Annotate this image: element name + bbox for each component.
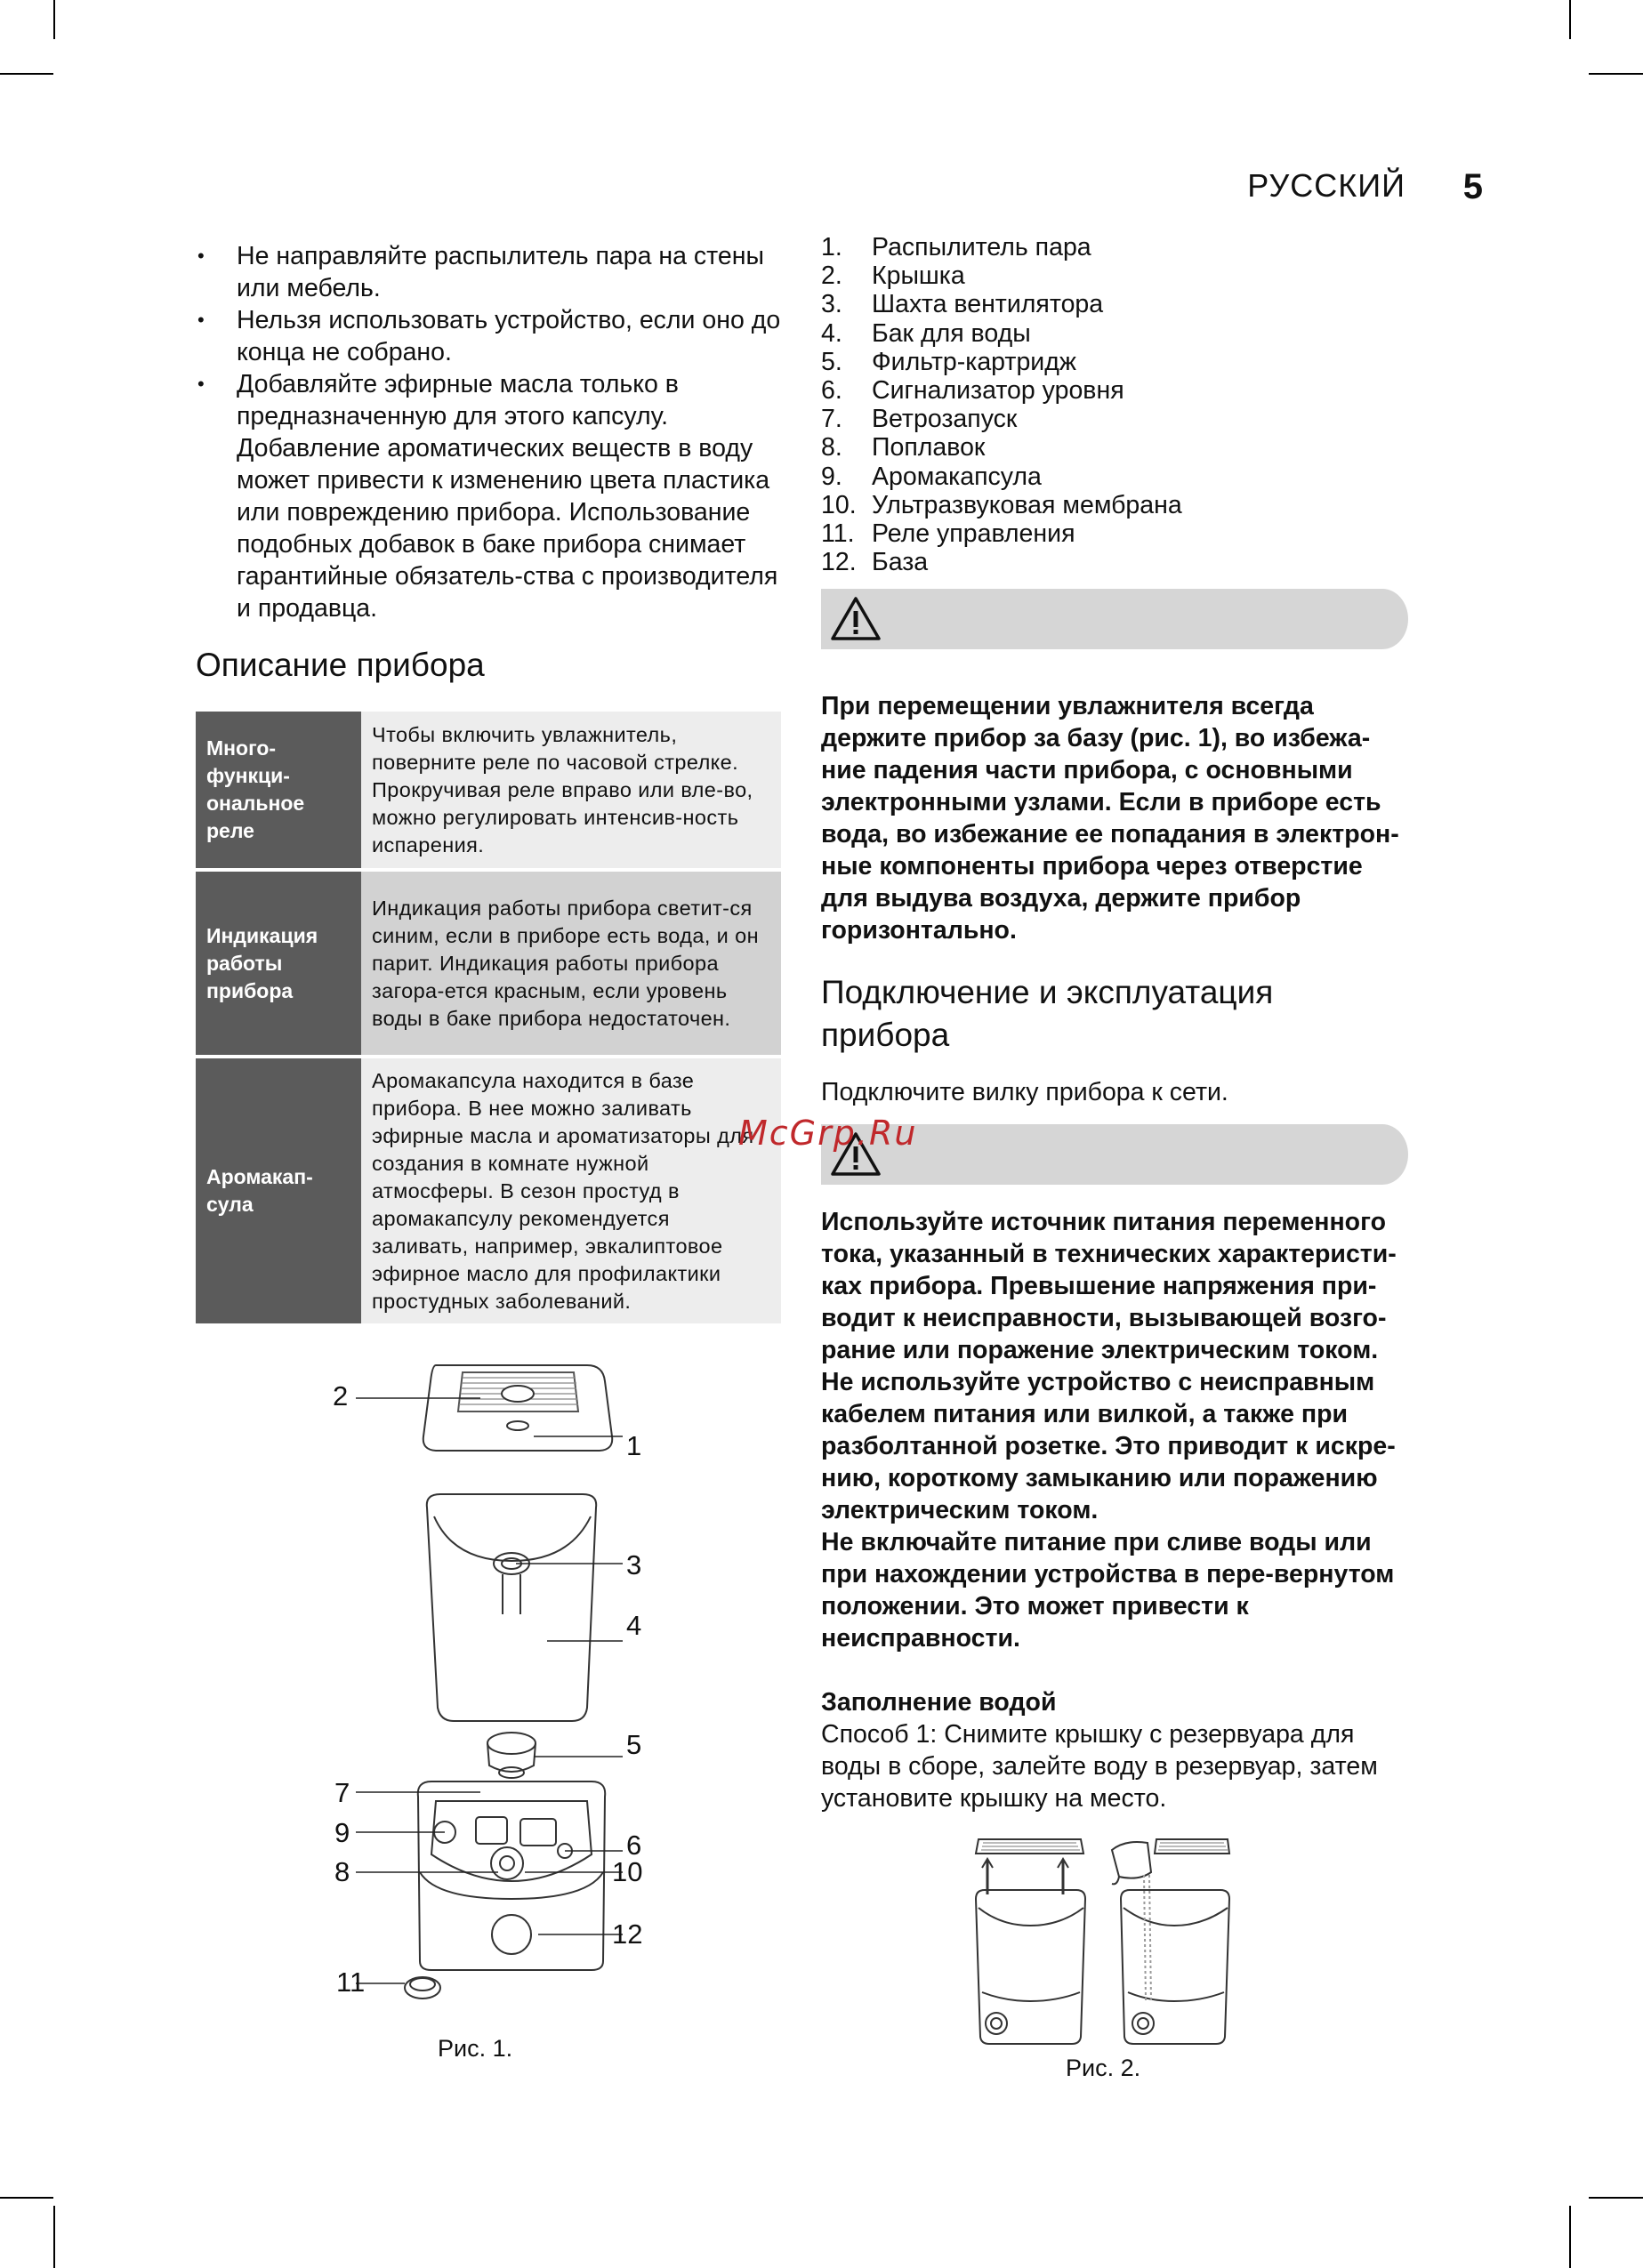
list-item: 11. Реле управления	[821, 519, 1075, 549]
warning-icon	[830, 596, 882, 642]
right-column	[821, 233, 1408, 1814]
warning-text: Используйте источник питания переменного тока, указанный в технических характеристи-ках прибора. Превышение напряжения при-водит к неисправности, вызывающей возго-рание или поражение электрическим током.	[821, 1208, 1397, 1365]
page-number: 5	[1462, 167, 1483, 206]
list-item: 3. Шахта вентилятора	[821, 290, 1104, 319]
watermark: McGrp.Ru	[738, 1114, 918, 1153]
list-item: 10. Ультразвуковая мембрана	[821, 490, 1182, 519]
warning-text-moving: При перемещении увлажнителя всегда держите прибор за базу (рис. 1), во избежа-ние падения части прибора, с основными электронными узлами. Если в приборе есть вода, во избежание ее попадания в электрон-ные компоненты прибора через отверстие для выдува воздуха, держите прибор горизонтально.	[821, 692, 1399, 945]
safety-bullets	[196, 240, 783, 624]
table-row	[196, 712, 781, 872]
table-value: Чтобы включить увлажнитель, поверните реле по часовой стрелке. Прокручивая реле вправо или вле-во, можно регулировать интенсив-ность испарения.	[361, 712, 781, 872]
figure-label: 9	[334, 1817, 350, 1848]
left-column	[196, 240, 783, 1327]
figure-2-caption: Рис. 2.	[1066, 2055, 1141, 2081]
bullet-item: • Нельзя использовать устройство, если оно до конца не собрано.	[196, 304, 783, 368]
table-value: Индикация работы прибора светит-ся синим, если в приборе есть вода, и он парит. Индикация работы прибора загора-ется красным, если уровень воды в баке прибора недостаточен.	[361, 872, 781, 1058]
figure-label: 12	[612, 1918, 643, 1950]
figure-1-exploded-view	[320, 1347, 703, 2006]
figure-label: 2	[333, 1380, 349, 1411]
table-key: Много-функци-ональное реле	[196, 712, 361, 872]
crop-mark	[1589, 73, 1643, 75]
figure-1-caption: Рис. 1.	[438, 2035, 513, 2062]
parts-list	[821, 233, 1408, 576]
table-value: Аромакапсула находится в базе прибора. В нее можно заливать эфирные масла и ароматизаторы для создания в комнате нужной атмосферы. В сезон простуд в аромакапсулу рекомендуется заливать, например, эвкалиптовое эфирное масло для профилактики простудных заболеваний.	[361, 1058, 781, 1327]
list-item: 4. Бак для воды	[821, 318, 1031, 348]
crop-mark	[1589, 2197, 1643, 2199]
table-row	[196, 1058, 781, 1327]
bullet-item: • Добавляйте эфирные масла только в предназначенную для этого капсулу. Добавление ароматических веществ в воду может привести к изменению цвета пластика или повреждению прибора. Использование подобных добавок в баке прибора снимает гарантийные обязатель-ства с производителя и продавца.	[196, 368, 783, 624]
list-item: 1. Распылитель пара	[821, 233, 1091, 261]
warning-block-power	[821, 1206, 1408, 1654]
list-item: 12. База	[821, 548, 929, 577]
crop-mark	[1569, 0, 1571, 39]
tank-drawing	[427, 1494, 596, 1721]
base-drawing	[418, 1781, 605, 1970]
warning-banner	[821, 589, 1408, 649]
connection-text: Подключите вилку прибора к сети.	[821, 1078, 1228, 1107]
table-key: Аромакап-сула	[196, 1058, 361, 1327]
crop-mark	[0, 2197, 53, 2199]
figure-label: 1	[626, 1430, 642, 1461]
crop-mark	[0, 73, 53, 75]
list-item: 2. Крышка	[821, 261, 965, 291]
crop-mark	[1569, 2206, 1571, 2268]
page-header	[1228, 167, 1486, 212]
figure-label: 4	[626, 1610, 642, 1641]
list-item: 7. Ветрозапуск	[821, 405, 1018, 434]
list-item: 8. Поплавок	[821, 433, 986, 462]
figure-label: 5	[626, 1729, 642, 1760]
figure-2-filling-illustration	[961, 1823, 1245, 2055]
description-table	[196, 712, 781, 1327]
filling-title: Заполнение водой	[821, 1688, 1057, 1717]
table-key: Индикация работы прибора	[196, 872, 361, 1058]
figure-label: 10	[612, 1856, 643, 1887]
figure-label: 7	[334, 1777, 350, 1808]
list-item: 5. Фильтр-картридж	[821, 347, 1076, 376]
filling-text: Способ 1: Снимите крышку с резервуара для воды в сборе, залейте воду в резервуар, затем установите крышку на место.	[821, 1720, 1378, 1814]
figure-label: 3	[626, 1549, 642, 1580]
list-item: 6. Сигнализатор уровня	[821, 376, 1124, 406]
section-title-description: Описание прибора	[196, 647, 485, 683]
figure-label: 6	[626, 1830, 642, 1861]
crop-mark	[53, 2206, 55, 2268]
bullet-item: • Не направляйте распылитель пара на стены или мебель.	[196, 240, 783, 304]
section-title-connection: Подключение и эксплуатация прибора	[821, 974, 1274, 1054]
figure-label: 11	[336, 1966, 366, 1998]
warning-text: Не включайте питание при сливе воды или при нахождении устройства в пере-вернутом положении. Это может привести к неисправности.	[821, 1528, 1395, 1653]
warning-text: Не используйте устройство с неисправным кабелем питания или вилкой, а также при разболтанной розетке. Это приводит к искре-нию, короткому замыканию или поражению электрическим током.	[821, 1368, 1396, 1525]
list-item: 9. Аромакапсула	[821, 462, 1042, 491]
figure-label: 8	[334, 1856, 350, 1887]
language-label: РУССКИЙ	[1247, 167, 1405, 204]
table-row	[196, 872, 781, 1058]
crop-mark	[53, 0, 55, 39]
